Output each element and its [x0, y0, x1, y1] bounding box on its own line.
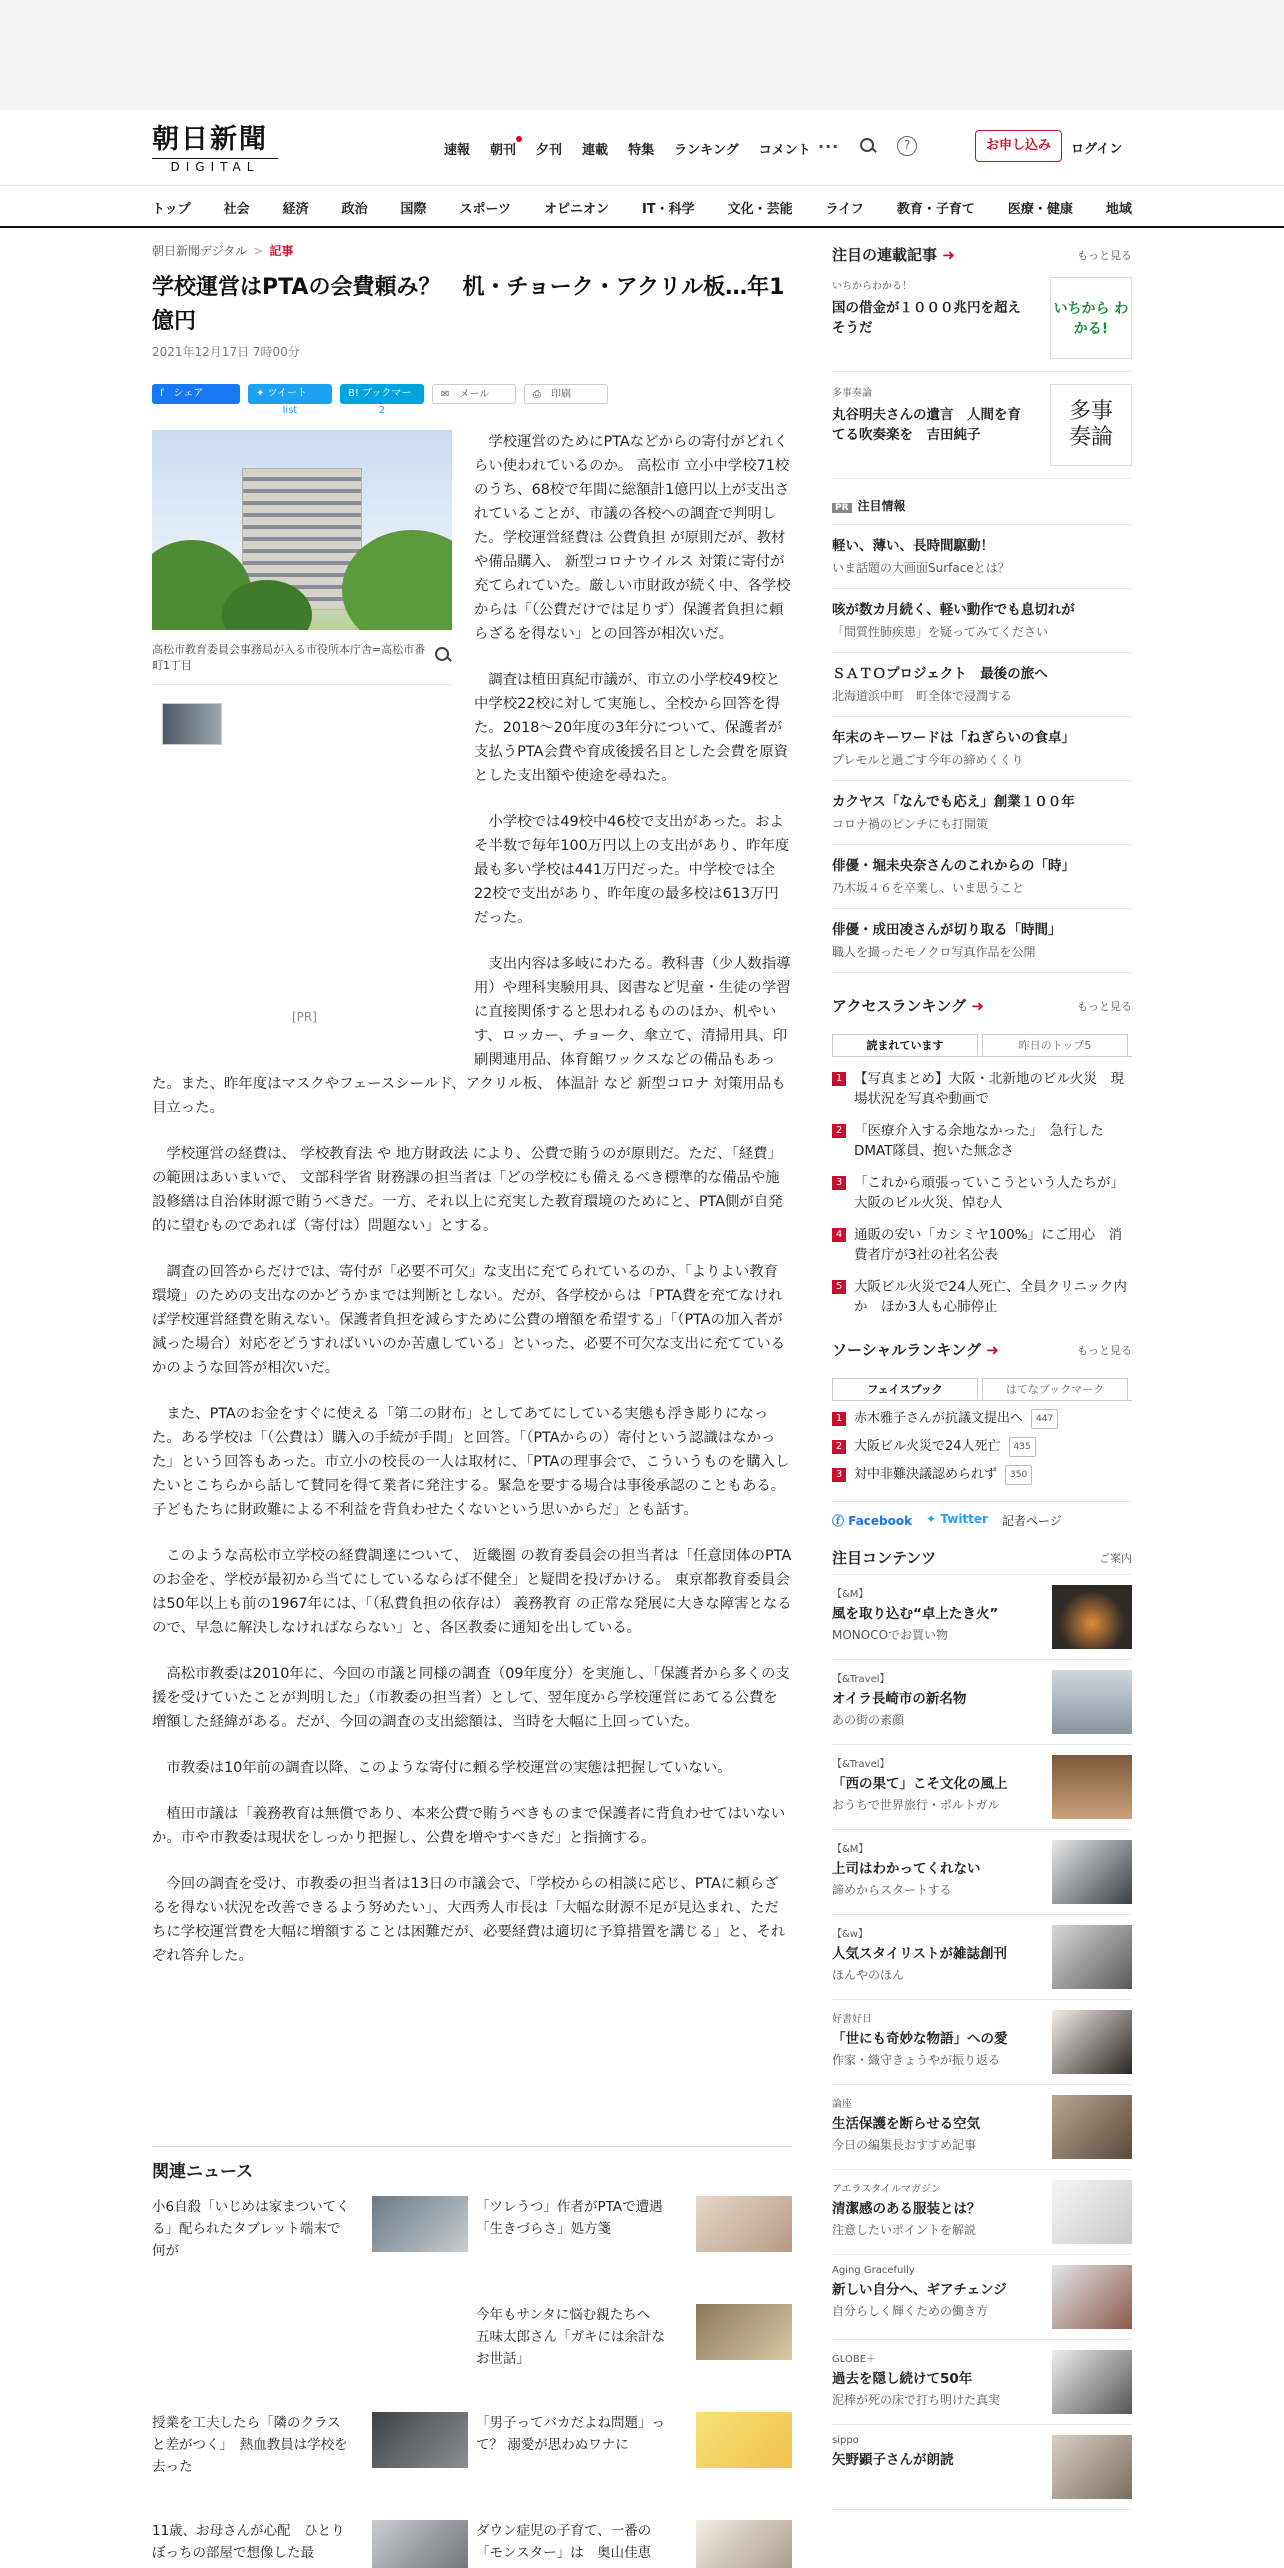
related-thumbnail [696, 2196, 792, 2252]
related-item[interactable] [476, 2520, 792, 2568]
cat-world[interactable]: 国際 [400, 202, 427, 217]
ranking-title: 「医療介入する余地なかった」 急行したDMAT隊員、抱いた無念さ [854, 1123, 1104, 1159]
content-thumbnail [1052, 1585, 1132, 1649]
related-item[interactable] [152, 2520, 468, 2568]
related-title: 今年もサンタに悩む親たちへ 五味太郎さん「ガキには余計なお世話」 [476, 2307, 665, 2367]
content-tag: 【&w】 [832, 1929, 868, 1940]
content-title: オイラ長崎市の新名物 [832, 1691, 967, 1707]
cat-it-science[interactable]: IT・科学 [641, 202, 695, 217]
login-link[interactable]: ログイン [1071, 142, 1123, 157]
content-thumbnail [1052, 1755, 1132, 1819]
article-paragraph: 小学校では49校中46校で支出があった。およそ半数で毎年100万円以上の支出があり、昨年度最も多い学校は441万円だった。中学校では全22校で支出があり、昨年度の最多校は613万円だった。 [474, 814, 790, 926]
pr-item[interactable] [832, 845, 1132, 909]
nav-tokushu[interactable]: 特集 [628, 143, 655, 158]
photo-caption-row [152, 642, 452, 685]
article-title: 学校運営はPTAの会費頼み？ 机・チョーク・アクリル板…年1億円 [152, 275, 785, 334]
content-sub: おうちで世界旅行・ポルトガル [832, 1798, 1000, 1812]
content-sub: 泥棒が死の床で打ち明けた真実 [832, 2393, 1001, 2407]
related-title: ダウン症児の子育て、一番の「モンスター」は 奥山佳恵 [476, 2523, 652, 2561]
content-thumbnail [1052, 2265, 1132, 2329]
content-tag: GLOBE＋ [832, 2354, 877, 2365]
cat-economy[interactable]: 経済 [282, 202, 309, 217]
content-title: 人気スタイリストが雑誌創刊 [832, 1946, 1007, 1962]
tajisouron-icon [1050, 384, 1132, 466]
social-ranking-header [832, 1339, 1132, 1360]
pr-sub: コロナ禍のピンチにも打開策 [832, 817, 989, 831]
content-sub: ほんやのほん [832, 1968, 905, 1982]
article-paragraph: 調査は植田真紀市議が、市立の小学校49校と中学校22校に対して実施し、全校から回答を得た。2018～20年度の3年分について、保護者が支払うPTA会費や育成後援名目とした会費を原資とした支出額や使途を尋ねた。 [474, 672, 789, 784]
hatena-count[interactable]: 2 [378, 405, 386, 416]
social-tabs [832, 1378, 1132, 1401]
article-paragraph: 学校運営のためにPTAなどからの寄付がどれくらい使われているのか。 高松市 立小中学校71校のうち、68校で年間に総額計1億円以上が支出されていることが、市議の各校への調査で判明した。学校運営経費は 公費負担 が原則だが、教材や備品購入、 新型コロナウイルス 対策に寄付が充てられていた。厳しい市財政が続く中、各学校からは「（公費だけでは足りず）保護者負担に頼らざるを得ない」との回答が相次いだ。 [474, 434, 791, 642]
series-item[interactable] [832, 265, 1132, 372]
content-title: 「世にも奇妙な物語」への愛 [832, 2031, 1008, 2047]
ranking-title: 大阪ビル火災で24人死亡、全員クリニック内か ほか3人も心肺停止 [854, 1279, 1127, 1315]
content-tag: sippo [832, 2435, 859, 2446]
content-tag: 論座 [832, 2099, 852, 2110]
contents-header [832, 1547, 1132, 1575]
content-thumbnail [1052, 2435, 1132, 2499]
article-paragraph: 市教委は10年前の調査以降、このような寄付に頼る学校運営の実態は把握していない。 [166, 1760, 732, 1776]
related-title: 小6自殺「いじめは家まついてくる」配られたタブレット端末で何が [152, 2199, 350, 2259]
related-title: 「男子ってバカだよね問題」って？ 溺愛が思わぬワナに [476, 2415, 665, 2453]
contents-guide-link[interactable]: ご案内 [1099, 1551, 1132, 1565]
article-paragraph: このような高松市立学校の経費調達について、 近畿圏 の教育委員会の担当者は「任意団体のPTAのお金を、学校が最初から当てにしているならば不健全」と疑問を投げかける。 東京都教育委員会 は50年以上も前の1967年には、「（私費負担の依存は） 義務教育 の正常な発展に大きな障害となるので、早急に解決しなければならない」と、各区教委に通知を出している。 [152, 1548, 792, 1636]
pr-title: 俳優・堀未央奈さんのこれからの「時」 [832, 858, 1075, 874]
article-paragraph: 調査の回答からだけでは、寄付が「必要不可欠」な支出に充てられているのか、「よりよい教育環境」のための支出なのかどうかまでは判断としない。だが、各学校からは「PTA費を充てなければ学校運営経費を賄えない。保護者負担を減らすために公費の増額を希望する」「（PTAの加入者が減った場合）対応をどうすればいいのか苦慮している」といった、必要不可欠な支出に充てているかのような回答が相次いだ。 [152, 1264, 786, 1376]
pr-item[interactable] [832, 653, 1132, 717]
related-news [152, 2146, 792, 2568]
content-item[interactable] [832, 1745, 1132, 1830]
content-item[interactable] [832, 2340, 1132, 2425]
content-thumbnail [1052, 1925, 1132, 1989]
twitter-share-label: ツイート [267, 388, 308, 399]
content-item[interactable] [832, 2255, 1132, 2340]
related-item-empty [152, 2304, 468, 2412]
content-title: 生活保護を断らせる空気 [832, 2116, 981, 2132]
article-paragraph: 高松市教委は2010年に、今回の市議と同様の調査（09年度分）を実施し、「保護者から多くの支援を受けていたことが判明した」（市教委の担当者）として、翌年度から学校運営にあてる公費を増額した経緯がある。だが、今回の調査の支出総額は、当時を大幅に上回っていた。 [152, 1666, 790, 1730]
facebook-share-label: シェア [173, 388, 204, 399]
content-tag: 【&Travel】 [832, 1674, 890, 1685]
content-sub: 自分らしく輝くための働き方 [832, 2304, 989, 2318]
related-item[interactable] [476, 2412, 792, 2520]
content-thumbnail [1052, 2350, 1132, 2414]
content-thumbnail [1052, 2095, 1132, 2159]
access-ranking-header [832, 995, 1132, 1016]
photo-column [152, 430, 452, 1045]
arrow-right-icon: ➜ [986, 1341, 999, 1359]
content-title: 風を取り込む“卓上たき火” [832, 1606, 999, 1622]
ranking-item[interactable] [832, 1277, 1132, 1317]
content-item[interactable] [832, 2425, 1132, 2510]
help-icon[interactable]: ? [897, 136, 917, 156]
related-thumbnail [372, 2412, 468, 2468]
nav-ranking[interactable]: ランキング [674, 143, 739, 158]
header-icons [818, 136, 917, 156]
pr-sub: 北海道浜中町 町全体で浸潤する [832, 689, 1013, 703]
rank-number: 5 [832, 1280, 846, 1294]
ranking-title: 「これから頑張っていこうという人たちが」 大阪のビル火災、悼む人 [854, 1175, 1131, 1211]
facebook-icon: ⓕ [832, 1514, 845, 1528]
series-icon-text: いちから わかる! [1053, 301, 1129, 337]
cat-top[interactable]: トップ [152, 202, 191, 217]
pr-sub: 乃木坂４６を卒業し、いま思うこと [832, 881, 1025, 895]
contents-heading: 注目コンテンツ [832, 1549, 937, 1567]
related-item[interactable] [476, 2196, 792, 2304]
share-count: 447 [1031, 1409, 1058, 1429]
pr-title: 軽い、薄い、長時間駆動！ [832, 538, 994, 554]
related-thumbnail [696, 2412, 792, 2468]
tab-facebook[interactable]: フェイスブック [832, 1378, 978, 1400]
article-date: 2021年12月17日 7時00分 [152, 345, 300, 359]
tab-most-read[interactable]: 読まれています [832, 1034, 978, 1056]
content-sub: 諦めからスタートする [832, 1883, 952, 1897]
pr-title: カクヤス「なんでも応え」創業１００年 [832, 794, 1075, 810]
article-photo[interactable] [152, 430, 452, 630]
related-thumbnail [696, 2520, 792, 2568]
series-title: 国の借金が１０００兆円を超えそうだ [832, 300, 1021, 336]
content-item[interactable] [832, 1830, 1132, 1915]
social-ranking-item[interactable] [832, 1409, 1132, 1429]
cat-sports[interactable]: スポーツ [459, 202, 512, 217]
pr-item[interactable] [832, 909, 1132, 973]
social-title: 赤木雅子さんが抗議文提出へ [854, 1411, 1024, 1426]
related-item[interactable] [152, 2412, 468, 2520]
pr-sub: プレモルと過ごす今年の締めくくり [832, 753, 1024, 767]
breadcrumb [152, 242, 792, 259]
article-paragraph: 支出内容は多岐にわたる。教科書（少人数指導用）や理科実験用具、図書など児童・生徒の学習に直接関係すると思われるもののほか、机やいす、ロッカー、チョーク、傘立て、清掃用具、印刷関連用品、体育館ワックスなどの備品もあった。また、昨年度はマスクやフェースシールド、アクリル板、 体温計 など 新型コロナ 対策用品も目立った。 [152, 956, 791, 1116]
content-tag: 【&M】 [832, 1844, 869, 1855]
pr-heading: 注目情報 [857, 499, 906, 513]
content-thumbnail [1052, 2180, 1132, 2244]
facebook-link-label: Facebook [848, 1514, 913, 1528]
tab-hatena[interactable]: はてなブックマーク [982, 1378, 1128, 1400]
social-ranking-item[interactable] [832, 1437, 1132, 1457]
content-title: 上司はわかってくれない [832, 1861, 981, 1877]
ranking-item[interactable] [832, 1173, 1132, 1213]
related-heading: 関連ニュース [152, 2162, 254, 2182]
twitter-icon: ✦ [926, 1512, 937, 1526]
series-title: 丸谷明夫さんの遺言 人間を育てる吹奏楽を 吉田純子 [832, 407, 1021, 443]
photo-thumbnail[interactable] [162, 703, 222, 745]
series-heading: 注目の連載記事 [832, 246, 938, 264]
breadcrumb-home[interactable]: 朝日新聞デジタル [152, 244, 248, 258]
twitter-link-label: Twitter [940, 1512, 988, 1526]
series-more-link[interactable]: もっと見る [1077, 248, 1132, 262]
related-item[interactable] [476, 2304, 792, 2412]
nav-comment[interactable]: コメント [758, 143, 811, 158]
logo-main: 朝日新聞 [152, 124, 268, 155]
series-header [832, 244, 1132, 265]
ad-slot [152, 745, 452, 1045]
content-title: 新しい自分へ、ギアチェンジ [832, 2282, 1007, 2298]
content-item[interactable] [832, 2085, 1132, 2170]
rank-number: 2 [832, 1440, 846, 1454]
nav-choukan[interactable]: 朝刊 [490, 139, 516, 158]
pr-title: ＳＡＴＯプロジェクト 最後の旅へ [832, 666, 1048, 682]
print-label: 印刷 [551, 389, 571, 400]
content-title: 清潔感のある服装とは？ [832, 2201, 981, 2217]
rank-number: 3 [832, 1468, 846, 1482]
print-button[interactable]: ⎙ 印刷 [524, 384, 608, 404]
more-icon[interactable]: ··· [818, 136, 840, 156]
content-thumbnail [1052, 1670, 1132, 1734]
facebook-share-button[interactable]: f シェア [152, 384, 240, 404]
article-body [152, 430, 792, 1968]
ranking-item[interactable] [832, 1225, 1132, 1265]
twitter-link[interactable] [926, 1512, 988, 1529]
article-paragraph: 今回の調査を受け、市教委の担当者は13日の市議会で、「学校からの相談に応じ、PTAに頼らざるを得ない状況を改善できるよう努めたい」、大西秀人市長は「大幅な財源不足が見込まれ、ただちに学校運営費を大幅に増額することは困難だが、必要経費は適切に予算措置を講じる」と、それぞれ答弁した。 [152, 1876, 786, 1964]
rank-number: 3 [832, 1176, 846, 1190]
pr-item[interactable] [832, 781, 1132, 845]
twitter-share-button[interactable]: ✦ ツイート list [248, 384, 332, 404]
tab-yesterday-top5[interactable]: 昨日のトップ5 [982, 1034, 1128, 1056]
pr-item[interactable] [832, 589, 1132, 653]
pr-sub: 「間質性肺疾患」を疑ってみてください [832, 625, 1049, 639]
content-tag: 好書好日 [832, 2014, 872, 2025]
sidebar [832, 228, 1132, 2510]
ranking-item[interactable] [832, 1069, 1132, 1109]
content-tag: 【&M】 [832, 1589, 869, 1600]
photo-caption: 高松市教育委員会事務局が入る市役所本庁舎=高松市番町1丁目 [152, 643, 426, 672]
search-icon[interactable] [859, 137, 877, 155]
ranking-title: 通販の安い「カシミヤ100%」にご用心 消費者庁が3社の社名公表 [854, 1227, 1123, 1263]
related-title: 「ツレうつ」作者がPTAで遭遇 「生きづらさ」処方箋 [476, 2199, 677, 2237]
mail-button[interactable]: ✉ メール [432, 384, 516, 404]
nav-sokuho[interactable]: 速報 [444, 143, 471, 158]
content-sub: あの街の素顔 [832, 1713, 905, 1727]
content-title: 矢野顕子さんが朗読 [832, 2452, 954, 2468]
access-heading: アクセスランキング [832, 997, 967, 1015]
twitter-count[interactable]: list [282, 405, 298, 416]
pr-header [832, 497, 1132, 525]
arrow-right-icon: ➜ [942, 246, 955, 264]
cat-politics[interactable]: 政治 [341, 202, 368, 217]
related-title: 11歳、お母さんが心配 ひとりぼっちの部屋で想像した最 [152, 2523, 345, 2561]
series-label: いちからわかる！ [832, 281, 912, 292]
mail-label: メール [459, 389, 490, 400]
pr-item[interactable] [832, 717, 1132, 781]
content-tag: アエラスタイルマガジン [832, 2184, 941, 2195]
series-label: 多事奏論 [832, 388, 872, 399]
social-links [832, 1501, 1132, 1529]
top-nav [444, 139, 831, 158]
social-title: 大阪ビル火災で24人死亡 [854, 1439, 1001, 1454]
social-more-link[interactable]: もっと見る [1077, 1343, 1132, 1357]
pr-title: 俳優・成田凌さんが切り取る「時間」 [832, 922, 1062, 938]
zoom-icon[interactable] [434, 646, 452, 664]
content-item[interactable] [832, 1915, 1132, 2000]
share-bar [152, 384, 792, 419]
content-sub: 注意したいポイントを解説 [832, 2223, 977, 2237]
series-item[interactable] [832, 372, 1132, 479]
cat-health[interactable]: 医療・健康 [1007, 202, 1073, 217]
cat-life[interactable]: ライフ [825, 202, 864, 217]
subscribe-button[interactable]: お申し込み [975, 130, 1062, 162]
pr-label: [PR] [292, 1010, 317, 1024]
rank-number: 2 [832, 1124, 846, 1138]
article-paragraph: 学校運営の経費は、 学校教育法 や 地方財政法 により、公費で賄うのが原則だ。ただ、「経費」の範囲はあいまいで、 文部科学省 財務課の担当者は「どの学校にも備えるべき標準的な備品や施設修繕は自治体財源で賄うべきだ。一方、それ以上に充実した教育環境のためにと、PTA側が自発的に望むものであれば（寄付は）問題ない」とする。 [152, 1146, 783, 1234]
cat-education[interactable]: 教育・子育て [896, 202, 975, 217]
cat-opinion[interactable]: オピニオン [543, 202, 609, 217]
cat-region[interactable]: 地域 [1105, 202, 1132, 217]
content-thumbnail [1052, 1840, 1132, 1904]
content-title: 過去を隠し続けて50年 [832, 2371, 973, 2387]
content-item[interactable] [832, 1660, 1132, 1745]
rank-number: 1 [832, 1072, 846, 1086]
related-title: 授業を工夫したら「隣のクラスと差がつく」 熱血教員は学校を去った [152, 2415, 348, 2475]
breadcrumb-current: 記事 [269, 244, 294, 258]
share-count: 435 [1009, 1437, 1036, 1457]
nav-rensai[interactable]: 連載 [582, 143, 609, 158]
pr-title: 年末のキーワードは「ねぎらいの食卓」 [832, 730, 1075, 746]
share-count: 350 [1005, 1465, 1032, 1485]
content-sub: 作家・織守きょうやが振り返る [832, 2053, 1001, 2067]
nav-yuukan[interactable]: 夕刊 [536, 143, 563, 158]
social-title: 対中非難決議認められず [854, 1467, 998, 1482]
cat-society[interactable]: 社会 [223, 202, 250, 217]
content-item[interactable] [832, 2000, 1132, 2085]
ranking-item[interactable] [832, 1121, 1132, 1161]
pr-title: 咳が数カ月続く、軽い動作でも息切れが [832, 602, 1075, 618]
category-nav [0, 185, 1284, 228]
hatena-bookmark-button[interactable]: B! ブックマーク 2 [340, 384, 424, 404]
access-more-link[interactable]: もっと見る [1077, 999, 1132, 1013]
article-paragraph: また、PTAのお金をすぐに使える「第二の財布」としてあてにしている実態も浮き彫りになった。ある学校は「（公費は）購入の手続が手間」と回答。「（PTAからの）寄付という認識はなかった」という回答もあった。市立小の校長の一人は取材に、「PTAの理事会で、こういうものを購入したいとこちらから話して賛同を得て業者に発注する。緊急を要する場合は事後承認のこともある。子どもたちに財政難による不利益を背負わせたくないという思いからだ」とも話す。 [152, 1406, 790, 1518]
cat-culture[interactable]: 文化・芸能 [727, 202, 793, 217]
article-paragraph: 植田市議は「義務教育は無償であり、本来公費で賄うべきものまで保護者に背負わせてはいないか。市や市教委は現状をしっかり把握し、公費を増やすべきだ」と指摘する。 [152, 1806, 786, 1846]
related-thumbnail [372, 2520, 468, 2568]
related-title [152, 2304, 352, 2412]
content-sub: 今日の編集長おすすめ記事 [832, 2138, 977, 2152]
rank-number: 1 [832, 1412, 846, 1426]
asahi-logo[interactable] [152, 124, 282, 174]
social-heading: ソーシャルランキング [832, 1341, 981, 1359]
pr-sub: いま話題の大画面Surfaceとは？ [832, 561, 1010, 575]
reporter-page-link[interactable]: 記者ページ [1001, 1514, 1062, 1528]
series-icon-text: 多事奏論 [1068, 399, 1113, 450]
article-main [152, 228, 792, 1990]
logo-sub: DIGITAL [152, 158, 278, 174]
related-thumbnail [372, 2196, 468, 2252]
content-title: 「西の果て」こそ文化の風上 [832, 1776, 1008, 1792]
content-tag: Aging Gracefully [832, 2265, 915, 2276]
facebook-link[interactable] [832, 1512, 912, 1529]
site-header [0, 110, 1284, 185]
content-item[interactable] [832, 1575, 1132, 1660]
hatena-label: ブックマーク [348, 388, 412, 419]
content-sub: MONOCOでお買い物 [832, 1628, 949, 1642]
related-thumbnail [696, 2304, 792, 2360]
browser-top-bar [0, 0, 1284, 110]
arrow-right-icon: ➜ [971, 997, 984, 1015]
content-item[interactable] [832, 2170, 1132, 2255]
ichikara-wakaru-icon [1050, 277, 1132, 359]
content-thumbnail [1052, 2010, 1132, 2074]
pr-sub: 職人を撮ったモノクロ写真作品を公開 [832, 945, 1036, 959]
access-tabs [832, 1034, 1132, 1057]
related-item[interactable] [152, 2196, 468, 2304]
pr-tag: PR [832, 503, 852, 513]
content-tag: 【&Travel】 [832, 1759, 890, 1770]
ranking-title: 【写真まとめ】大阪・北新地のビル火災 現場状況を写真や動画で [854, 1071, 1124, 1107]
breadcrumb-sep: > [253, 244, 264, 258]
pr-item[interactable] [832, 525, 1132, 589]
rank-number: 4 [832, 1228, 846, 1242]
social-ranking-item[interactable] [832, 1465, 1132, 1485]
